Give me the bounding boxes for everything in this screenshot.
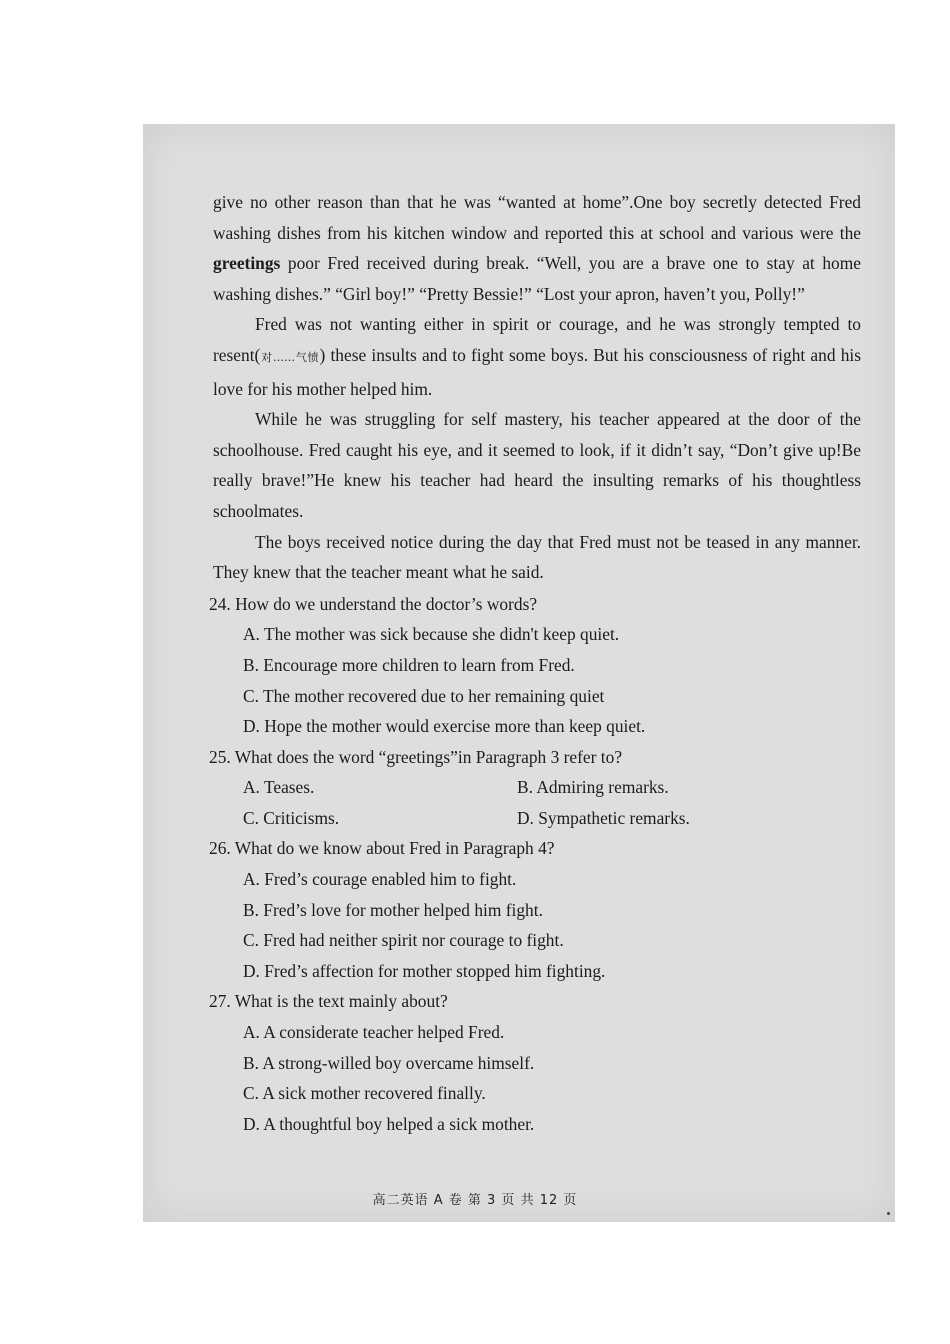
- option-b: B. Fred’s love for mother helped him fight.: [243, 899, 543, 920]
- option-a: A. Fred’s courage enabled him to fight.: [243, 869, 517, 890]
- option-d: D. Fred’s affection for mother stopped him fighting.: [243, 960, 606, 981]
- option-a: A. Teases.: [243, 777, 315, 798]
- option-c: C. A sick mother recovered finally.: [243, 1083, 486, 1104]
- option-b: B. A strong-willed boy overcame himself.: [243, 1052, 535, 1073]
- page-footer: 高二英语 A 卷 第 3 页 共 12 页: [372, 1193, 578, 1208]
- option-a: A. The mother was sick because she didn't keep quiet.: [243, 624, 620, 645]
- option-list: [213, 619, 861, 741]
- option-d: D. A thoughtful boy helped a sick mother.: [243, 1113, 535, 1134]
- paragraph-2-text-start: Fred was not wanting either in spirit or courage, and he was strongly tempted to resent(: [213, 314, 861, 365]
- bold-word-greetings: greetings: [213, 253, 281, 274]
- option-b: B. Admiring remarks.: [517, 777, 669, 798]
- option-d: D. Sympathetic remarks.: [517, 807, 690, 828]
- question-26: [209, 833, 861, 986]
- question-list: [209, 589, 861, 1140]
- paragraph-3: While he was struggling for self mastery, his teacher appeared at the door of the schoolhouse. Fred caught his eye, and it seemed to look, if it didn’t say, “Don’t give up!Be really brave!”He knew his teacher had heard the insulting remarks of his thoughtless schoolmates.: [213, 409, 861, 521]
- option-b: B. Encourage more children to learn from Fred.: [243, 654, 575, 675]
- paragraph-1-text-end: poor Fred received during break. “Well, you are a brave one to stay at home washing dishes.” “Girl boy!” “Pretty Bessie!” “Lost your apron, haven’t you, Polly!”: [213, 253, 861, 304]
- question-stem: 25. What does the word “greetings”in Paragraph 3 refer to?: [209, 746, 623, 767]
- paragraph-1-text-start: give no other reason than that he was “wanted at home”.One boy secretly detected Fred washing dishes from his kitchen window and reported this at school and various were the: [213, 192, 861, 243]
- paragraph-4: The boys received notice during the day that Fred must not be teased in any manner. They knew that the teacher meant what he said.: [213, 531, 861, 583]
- option-grid: [213, 772, 861, 833]
- question-24: [209, 589, 861, 742]
- vocab-note: 对……气愤: [260, 350, 320, 364]
- page-content: [209, 187, 861, 1139]
- paragraph-2: [213, 309, 861, 404]
- question-27: [209, 986, 861, 1139]
- option-c: C. Criticisms.: [243, 807, 340, 828]
- option-c: C. Fred had neither spirit nor courage to fight.: [243, 930, 564, 951]
- scan-speck: [887, 1212, 890, 1215]
- option-c: C. The mother recovered due to her remaining quiet: [243, 685, 605, 706]
- question-stem: 27. What is the text mainly about?: [209, 991, 448, 1012]
- question-stem: 26. What do we know about Fred in Paragraph 4?: [209, 838, 555, 859]
- option-list: [213, 864, 861, 986]
- question-stem: 24. How do we understand the doctor’s words?: [209, 593, 538, 614]
- paragraph-2-text-end: ) these insults and to fight some boys. But his consciousness of right and his love for his mother helped him.: [213, 344, 861, 399]
- option-a: A. A considerate teacher helped Fred.: [243, 1022, 505, 1043]
- question-25: [209, 742, 861, 834]
- option-d: D. Hope the mother would exercise more than keep quiet.: [243, 716, 646, 737]
- paragraph-1: [213, 187, 861, 309]
- option-list: [213, 1017, 861, 1139]
